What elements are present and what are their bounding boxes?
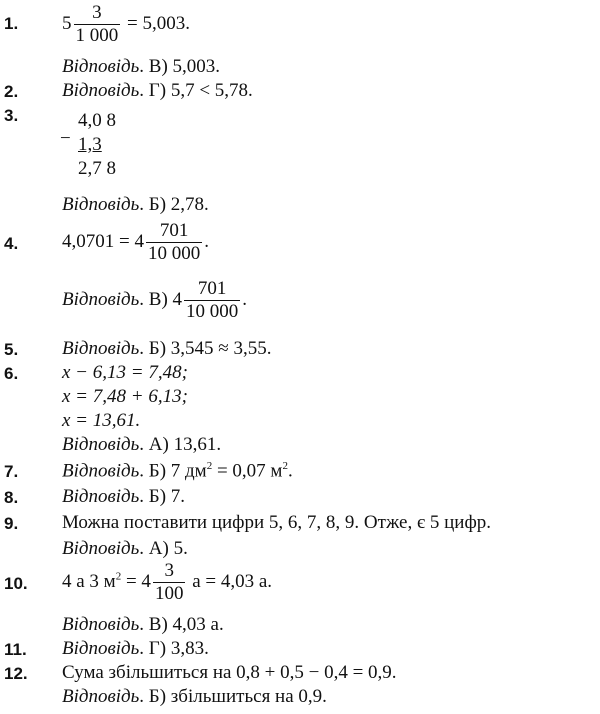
answer-line: Відповідь. Г) 5,7 < 5,78.	[62, 80, 253, 101]
answer-line: Відповідь. Б) збільшиться на 0,9.	[62, 686, 327, 707]
equation: 4,0701 = 4 $\frac{701}{10 000}$ .	[62, 220, 209, 264]
fraction: $\frac{3}{1 000}$	[75, 2, 119, 46]
fraction: $\frac{701}{10 000}$	[147, 220, 201, 264]
equation: 5 $\frac{3}{1 000}$ = 5,003.	[62, 2, 190, 46]
item-number: 7.	[4, 462, 19, 481]
solution-step: x = 7,48 + 6,13;	[62, 386, 188, 407]
item-number: 12.	[4, 664, 28, 683]
answer-line: Відповідь. В) 5,003.	[62, 56, 221, 77]
answer-line: Відповідь. Г) 3,83.	[62, 638, 209, 659]
answer-line: Відповідь. Б) 7 $дм^2 = 0,07$ $м^2$.	[62, 460, 293, 482]
column-subtraction: − 4,0 8 1,3 2,7 8	[60, 110, 116, 179]
item-number: 8.	[4, 488, 19, 507]
item-number: 10.	[4, 574, 28, 593]
item-number: 6.	[4, 364, 19, 383]
solution-text: Сума збільшиться на 0,8 + 0,5 − 0,4 = 0,9.	[62, 662, 397, 683]
equation: 4 а 3 $м^2 = 4$ $\frac{3}{100}$ а = 4,03 а.	[62, 560, 273, 604]
answer-line: Відповідь. В) 4,03 а.	[62, 614, 224, 635]
item-number: 2.	[4, 82, 19, 101]
answer-line: Відповідь. Б) 7.	[62, 486, 186, 507]
answer-line: Відповідь. А) 13,61.	[62, 434, 222, 455]
item-number: 3.	[4, 106, 19, 125]
answer-line: Відповідь. Б) 3,545 ≈ 3,55.	[62, 338, 272, 359]
fraction: $\frac{701}{10 000}$	[186, 278, 239, 322]
answer-line: Відповідь. А) 5.	[62, 538, 188, 559]
answer-line: Відповідь. В) 4 $\frac{701}{10 000}$ .	[62, 278, 248, 322]
item-number: 1.	[4, 14, 19, 33]
item-number: 9.	[4, 514, 19, 533]
solution-text: Можна поставити цифри 5, 6, 7, 8, 9. Отже, є 5 цифр.	[62, 512, 492, 533]
fraction: $\frac{3}{100}$	[154, 560, 184, 604]
item-number: 11.	[4, 640, 27, 659]
answer-line: Відповідь. Б) 2,78.	[62, 194, 209, 215]
item-number: 5.	[4, 340, 19, 359]
solution-step: x = 13,61.	[62, 410, 141, 431]
item-number: 4.	[4, 234, 19, 253]
solution-step: x − 6,13 = 7,48;	[62, 362, 188, 383]
